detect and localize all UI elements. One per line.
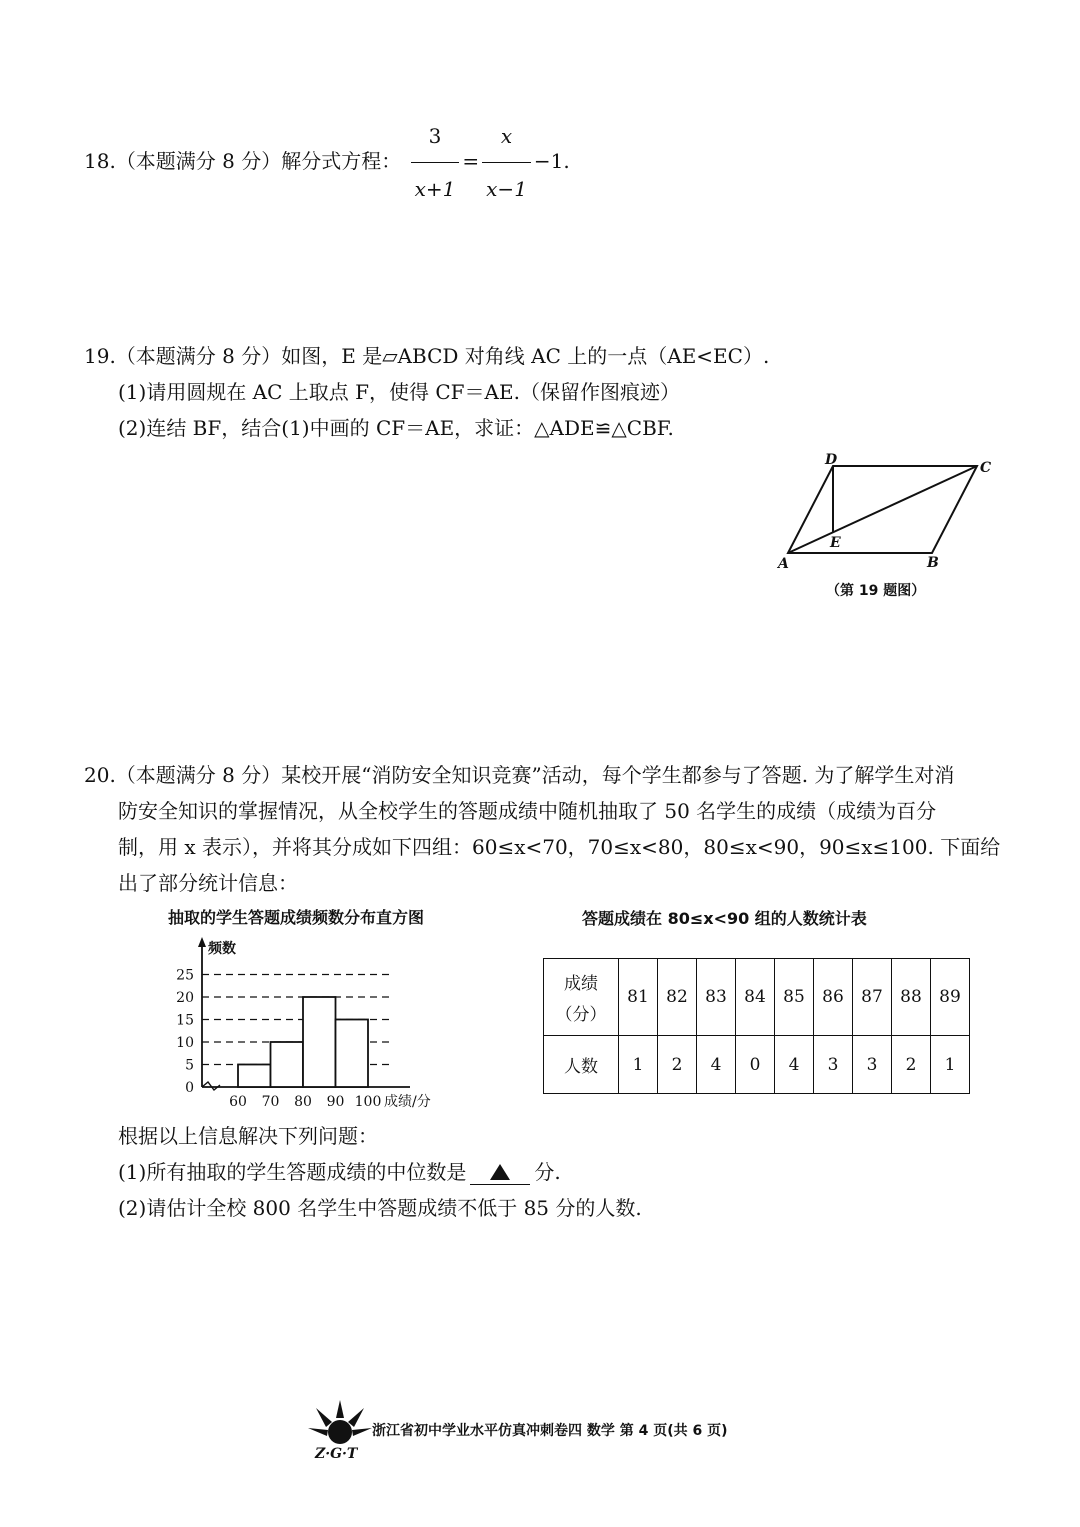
table-cell: 2	[892, 1036, 931, 1094]
histogram-bar	[238, 1065, 271, 1088]
table-cell: 84	[736, 959, 775, 1036]
q18-frac1-denominator: x+1	[414, 177, 456, 201]
logo-text: Z·G·T	[315, 1446, 358, 1460]
axis-break	[202, 1082, 220, 1090]
x-tick-label: 70	[261, 1094, 280, 1110]
table-cell: 0	[736, 1036, 775, 1094]
publisher-logo	[306, 1398, 374, 1460]
header-score-label: 成绩	[564, 974, 598, 994]
table-cell: 4	[697, 1036, 736, 1094]
y-axis-arrow	[198, 937, 206, 947]
score-count-table	[543, 958, 970, 1094]
table-cell: 4	[775, 1036, 814, 1094]
y-tick-label: 10	[176, 1035, 194, 1051]
x-axis-label: 成绩/分	[384, 1094, 431, 1110]
footer-text: 浙江省初中学业水平仿真冲刺卷四 数学 第 4 页(共 6 页)	[372, 1423, 728, 1439]
table-cell: 3	[853, 1036, 892, 1094]
table-cell: 2	[658, 1036, 697, 1094]
q20-line-2: 防安全知识的掌握情况，从全校学生的答题成绩中随机抽取了 50 名学生的成绩（成绩为百分	[118, 799, 937, 823]
label-b: B	[927, 555, 939, 571]
answer-blank	[470, 1160, 530, 1185]
table-cell: 83	[697, 959, 736, 1036]
label-e: E	[830, 535, 841, 551]
histogram-title: 抽取的学生答题成绩频数分布直方图	[168, 908, 425, 927]
q18-number: 18.	[84, 149, 116, 173]
table-title: 答题成绩在 80≤x<90 组的人数统计表	[582, 909, 867, 928]
q18-fraction-2	[482, 112, 531, 213]
diagonal-ac	[788, 466, 977, 553]
q20-line-3: 制，用 x 表示），并将其分成如下四组：60≤x<70，70≤x<80，80≤x<90，90≤x≤100. 下面给	[118, 835, 1001, 859]
table-header-count: 人数	[544, 1036, 619, 1094]
x-tick-label: 80	[294, 1094, 312, 1110]
y-tick-label: 0	[185, 1080, 194, 1096]
q20-sub-2: (2)请估计全校 800 名学生中答题成绩不低于 85 分的人数.	[118, 1196, 642, 1220]
table-cell: 89	[931, 959, 970, 1036]
y-tick-label: 5	[185, 1057, 194, 1074]
y-tick-label: 15	[176, 1012, 194, 1029]
q18-frac2-numerator: x	[482, 112, 531, 163]
q20-intro: 根据以上信息解决下列问题：	[118, 1124, 378, 1148]
histogram-bar	[303, 997, 336, 1087]
x-tick-label: 100	[354, 1094, 382, 1110]
table-row	[544, 1036, 970, 1094]
q20-line-4: 出了部分统计信息：	[118, 871, 298, 895]
label-d: D	[825, 452, 838, 468]
table-header-score	[544, 959, 619, 1036]
q18-equals: =	[462, 149, 480, 173]
q18	[84, 112, 570, 213]
q18-tail: −1.	[533, 149, 570, 173]
x-tick-label: 60	[229, 1094, 247, 1110]
table-cell: 88	[892, 959, 931, 1036]
histogram-bar	[336, 1020, 369, 1088]
q19-line-2: (1)请用圆规在 AC 上取点 F，使得 CF＝AE.（保留作图痕迹）	[118, 380, 680, 404]
q18-points: （本题满分 8 分）	[115, 149, 282, 173]
table-cell: 85	[775, 959, 814, 1036]
q20-line-1: 20.（本题满分 8 分）某校开展“消防安全知识竞赛”活动，每个学生都参与了答题. 为了解学生对消	[84, 763, 955, 787]
q18-frac2-denominator: x−1	[486, 177, 527, 201]
q19-line-1: 19.（本题满分 8 分）如图，E 是▱ABCD 对角线 AC 上的一点（AE<EC）.	[84, 344, 770, 368]
table-cell: 3	[814, 1036, 853, 1094]
q20-sub1-after: 分.	[534, 1160, 561, 1184]
table-cell: 1	[931, 1036, 970, 1094]
q18-frac1-numerator: 3	[411, 112, 460, 163]
triangle-icon	[490, 1164, 510, 1180]
label-c: C	[980, 460, 992, 476]
table-cell: 82	[658, 959, 697, 1036]
y-axis-label: 频数	[208, 941, 236, 957]
q19-line-3: (2)连结 BF，结合(1)中画的 CF＝AE，求证：△ADE≌△CBF.	[118, 416, 674, 440]
y-tick-label: 20	[176, 990, 194, 1006]
histogram	[160, 935, 460, 1110]
x-tick-label: 90	[326, 1094, 345, 1110]
table-cell: 81	[619, 959, 658, 1036]
q20-sub1-before: (1)所有抽取的学生答题成绩的中位数是	[118, 1160, 467, 1184]
q19-figure-caption: （第 19 题图）	[826, 583, 926, 599]
table-cell: 86	[814, 959, 853, 1036]
q19-figure	[770, 450, 1000, 575]
table-cell: 1	[619, 1036, 658, 1094]
q18-prompt: 解分式方程：	[281, 149, 402, 173]
histogram-bar	[271, 1042, 304, 1087]
table-row	[544, 959, 970, 1036]
label-a: A	[778, 556, 789, 572]
header-score-unit: （分）	[555, 1005, 607, 1025]
q18-fraction-1	[411, 112, 460, 213]
q20-sub-1	[118, 1160, 561, 1185]
table-cell: 87	[853, 959, 892, 1036]
y-tick-label: 25	[176, 967, 194, 984]
